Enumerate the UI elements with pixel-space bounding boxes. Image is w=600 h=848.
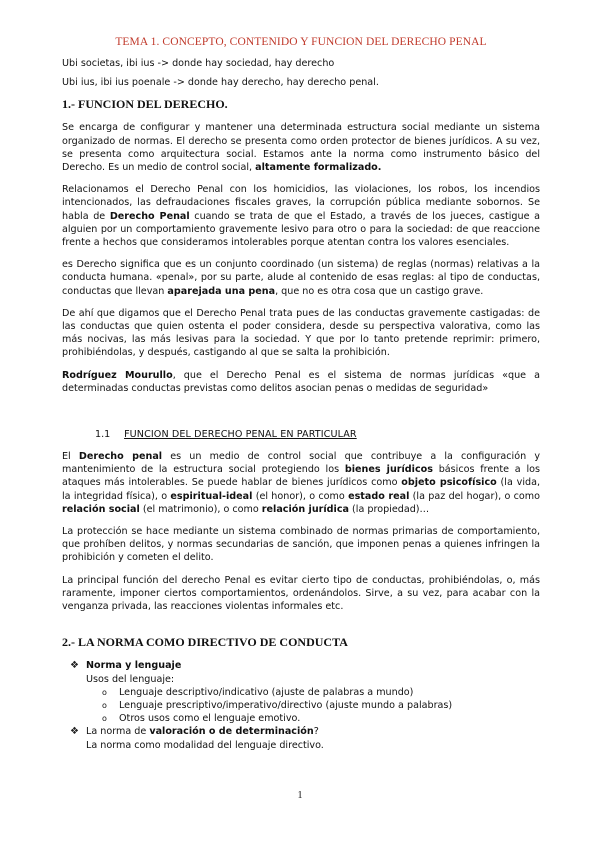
circle-bullet-icon: o [102,687,107,697]
section-1-paragraph-3: es Derecho significa que es un conjunto coordinado (un sistema) de reglas (normas) relativas a la conducta humana. «penal», por su parte, alude al contenido de esas reglas: al tipo de conductas, conductas que llevan aparejada una pena, que no es otra cosa que un castigo grave. [62,259,540,297]
section-1-paragraph-4: De ahí que digamos que el Derecho Penal trata pues de las conductas gravemente castigadas: de las conductas que quien ostenta el poder considera, desde su perspectiva valorativa, como las más nocivas, las más lesivas para la sociedad. Y que por lo tanto pretende reprimir: primero, prohibiéndolas, y después, castigando al que se salta la prohibición. [62,307,540,359]
list-item: o Otros usos como el lenguaje emotivo. [102,713,301,725]
list-item-norma-lenguaje [70,659,540,725]
list-item-subtitle: La norma como modalidad del lenguaje directivo. [86,739,324,751]
usos-list [102,686,540,726]
subsection-paragraph-1: El Derecho penal es un medio de control social que contribuye a la configuración y mantenimiento de la estructura social protegiendo los bienes jurídicos básicos frente a los ataques más intolerables. Se puede hablar de bienes jurídicos como objeto psicofísico (la vida, la integridad física), o espiritual-ideal (el honor), o como estado real (la paz del hogar), o como relación social (el matrimonio), o como relación jurídica (la propiedad)… [62,451,541,515]
list-item-norma-valoracion: ❖ La norma de valoración o de determinación? La norma como modalidad del lenguaje directivo. [70,725,540,751]
intro-line-1: Ubi societas, ibi ius -> donde hay sociedad, hay derecho [62,58,335,69]
list-item: o Lenguaje descriptivo/indicativo (ajuste de palabras a mundo) [102,686,414,698]
subsection-paragraph-3: La principal función del derecho Penal es evitar cierto tipo de conductas, prohibiéndolas, o, más raramente, imponer ciertos comportamientos, ordenándolos. Sirve, a su vez, para acabar con la venganza privada, las reacciones violentas informales etc. [62,574,540,613]
subsection-number: 1.1 [95,429,111,441]
diamond-bullet-icon: ❖ [70,726,79,738]
section-1-heading: 1.- FUNCION DEL DERECHO. [62,97,228,112]
page-number: 1 [297,790,303,801]
circle-bullet-icon: o [102,714,107,724]
list-item: o Lenguaje prescriptivo/imperativo/directivo (ajuste mundo a palabras) [102,699,453,711]
section-1-paragraph-1: Se encarga de configurar y mantener una determinada estructura social mediante un sistema organizado de normas. El derecho se presenta como orden protector de bienes jurídicos. A su vez, se presenta como arquitectura social. Estamos ante la norma como instrumento básico del Derecho. Es un medio de control social, altamente formalizado. [62,122,540,174]
subsection-heading [95,429,540,440]
subsection-paragraph-2: La protección se hace mediante un sistema combinado de normas primarias de comportamiento, que prohíben delitos, y normas secundarias de sanción, que imponen penas a quienes infringen la prohibición y cometen el delito. [62,526,540,564]
page-title: TEMA 1. CONCEPTO, CONTENIDO Y FUNCION DEL DERECHO PENAL [115,36,487,48]
section-1-paragraph-5: Rodríguez Mourullo, que el Derecho Penal es el sistema de normas jurídicas «que a determinadas conductas previstas como delitos asocian penas o medidas de seguridad» [62,369,540,394]
circle-bullet-icon: o [102,700,107,710]
subsection-title: FUNCION DEL DERECHO PENAL EN PARTICULAR [124,429,357,441]
list-item-subtitle: Usos del lenguaje: [86,673,175,685]
section-2-heading: 2.- LA NORMA COMO DIRECTIVO DE CONDUCTA [62,635,348,650]
diamond-bullet-icon: ❖ [70,660,79,672]
section-2-list [70,659,540,751]
list-item-title: Norma y lenguaje [86,660,182,672]
document-page [62,36,540,752]
section-1-paragraph-2: Relacionamos el Derecho Penal con los homicidios, las violaciones, los robos, los incendios intencionados, las defraudaciones fiscales graves, la corrupción pública mediante sobornos. Se habla de Derecho Penal cuando se trata de que el Estado, a través de los jueces, castigue a alguien por un comportamiento gravemente lesivo para otro o para la sociedad: de que reaccione frente a hechos que consideramos intolerables porque atentan contra los valores esenciales. [62,184,540,249]
intro-line-2: Ubi ius, ibi ius poenale -> donde hay derecho, hay derecho penal. [62,77,379,89]
